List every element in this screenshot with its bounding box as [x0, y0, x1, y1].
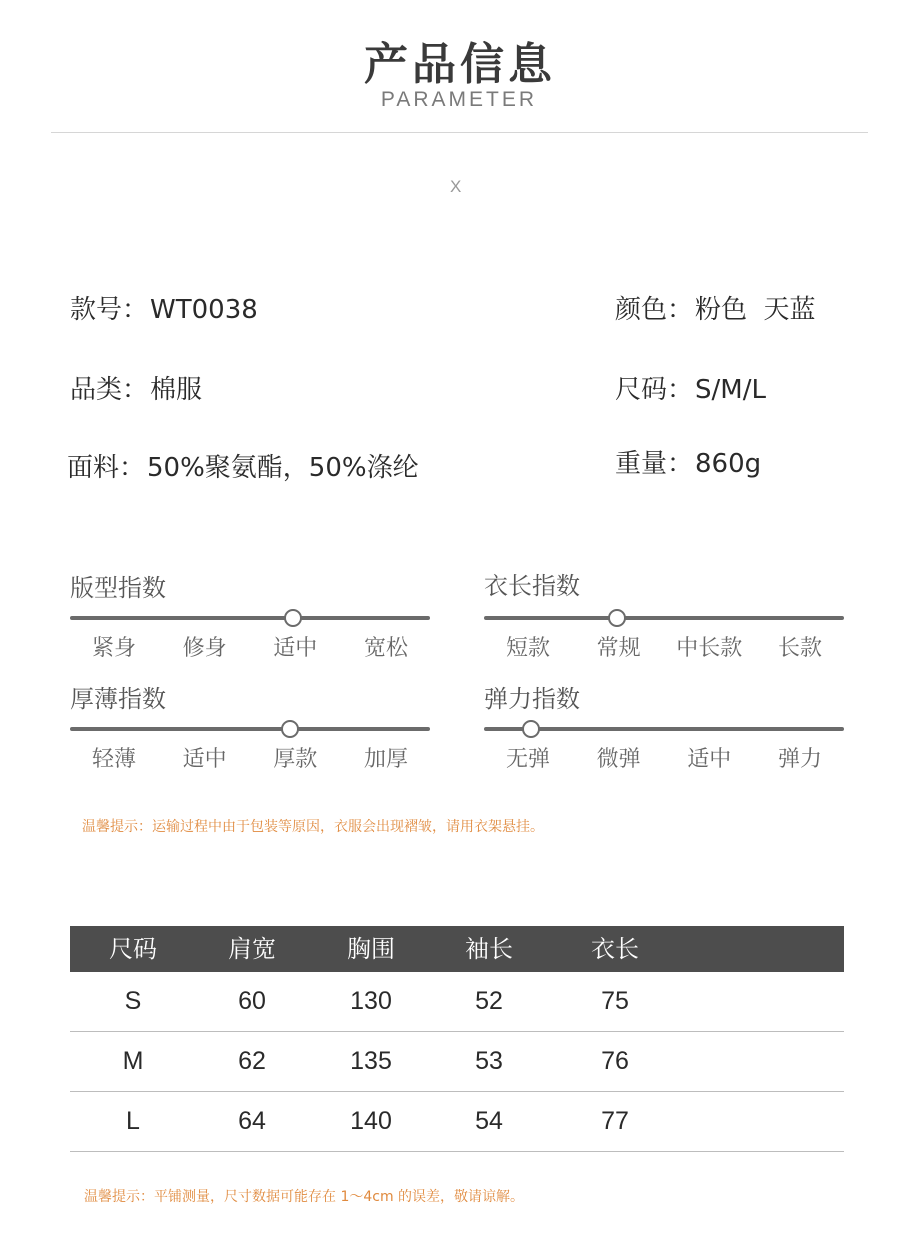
weight-value: 860g [695, 449, 762, 479]
measurement-notice: 温馨提示：平铺测量，尺寸数据可能存在 1～4cm 的误差，敬请谅解。 [84, 1189, 525, 1205]
weight-info [615, 443, 761, 480]
fit-option: 修身 [182, 636, 227, 661]
fit-option: 适中 [273, 636, 318, 661]
size-value: S/M/L [695, 375, 766, 405]
table-cell: 52 [475, 987, 503, 1015]
weight-label: 重量： [615, 449, 694, 479]
fit-option: 紧身 [91, 636, 136, 661]
size-label: 尺码： [615, 375, 694, 405]
table-cell: 140 [350, 1107, 392, 1135]
fit-option: 宽松 [363, 636, 408, 661]
table-cell: 77 [601, 1107, 629, 1135]
size-table [70, 926, 844, 1152]
header-size: 尺码 [109, 935, 157, 963]
length-option: 短款 [505, 636, 550, 661]
fabric-info [67, 447, 419, 484]
fabric-value: 50%聚氨酯，50%涤纶 [147, 453, 419, 483]
thickness-option: 轻薄 [91, 747, 136, 772]
elasticity-index-knob [522, 720, 540, 738]
length-index-title: 衣长指数 [484, 572, 580, 600]
thickness-option: 厚款 [273, 747, 318, 772]
shipping-notice: 温馨提示：运输过程中由于包装等原因，衣服会出现褶皱，请用衣架悬挂。 [82, 819, 544, 835]
table-cell: 53 [475, 1047, 503, 1075]
table-row [70, 1092, 844, 1152]
elasticity-index-title: 弹力指数 [484, 685, 580, 713]
elasticity-option: 适中 [687, 747, 732, 772]
header-divider [51, 132, 868, 133]
table-cell: 62 [238, 1047, 266, 1075]
color-info [615, 289, 816, 326]
style-number [70, 289, 258, 326]
header-shoulder: 肩宽 [228, 935, 276, 963]
thickness-index-knob [281, 720, 299, 738]
page-subtitle: PARAMETER [380, 88, 538, 111]
length-option: 长款 [777, 636, 822, 661]
length-index [484, 566, 844, 662]
category-value: 棉服 [150, 375, 203, 405]
thickness-index-title: 厚薄指数 [70, 685, 166, 713]
header-sleeve: 袖长 [465, 935, 513, 963]
elasticity-option: 弹力 [777, 747, 822, 772]
table-row [70, 1032, 844, 1092]
table-cell: M [122, 1047, 144, 1075]
table-cell: 135 [350, 1047, 392, 1075]
table-cell: L [126, 1107, 140, 1135]
category-label: 品类： [70, 375, 149, 405]
size-info [615, 369, 766, 406]
category-info [70, 369, 202, 406]
length-index-track [484, 616, 844, 620]
header-chest: 胸围 [347, 935, 395, 963]
fit-index-title: 版型指数 [70, 574, 166, 602]
color-label: 颜色： [615, 295, 694, 325]
page-title: 产品信息 [364, 39, 556, 90]
elasticity-index [484, 679, 844, 773]
thickness-option: 适中 [182, 747, 227, 772]
length-index-knob [608, 609, 626, 627]
table-cell: 64 [238, 1107, 266, 1135]
length-option: 常规 [596, 636, 641, 661]
color-value: 粉色 天蓝 [695, 295, 816, 325]
thickness-index [70, 679, 430, 773]
table-cell: 75 [601, 987, 629, 1015]
x-mark: X [450, 177, 462, 196]
header-length: 衣长 [591, 935, 639, 963]
table-header [70, 926, 844, 972]
length-option: 中长款 [676, 636, 743, 661]
table-row [70, 972, 844, 1032]
elasticity-option: 微弹 [596, 747, 641, 772]
fabric-label: 面料： [67, 453, 146, 483]
fit-index-knob [284, 609, 302, 627]
fit-index-track [70, 616, 430, 620]
style-number-value: WT0038 [150, 295, 258, 325]
thickness-option: 加厚 [363, 747, 408, 772]
style-number-label: 款号： [70, 295, 149, 325]
table-cell: 130 [350, 987, 392, 1015]
elasticity-option: 无弹 [505, 747, 550, 772]
thickness-index-track [70, 727, 430, 731]
fit-index [70, 568, 430, 662]
table-cell: 76 [601, 1047, 629, 1075]
table-cell: 54 [475, 1107, 503, 1135]
table-cell: S [124, 987, 142, 1015]
table-cell: 60 [238, 987, 266, 1015]
